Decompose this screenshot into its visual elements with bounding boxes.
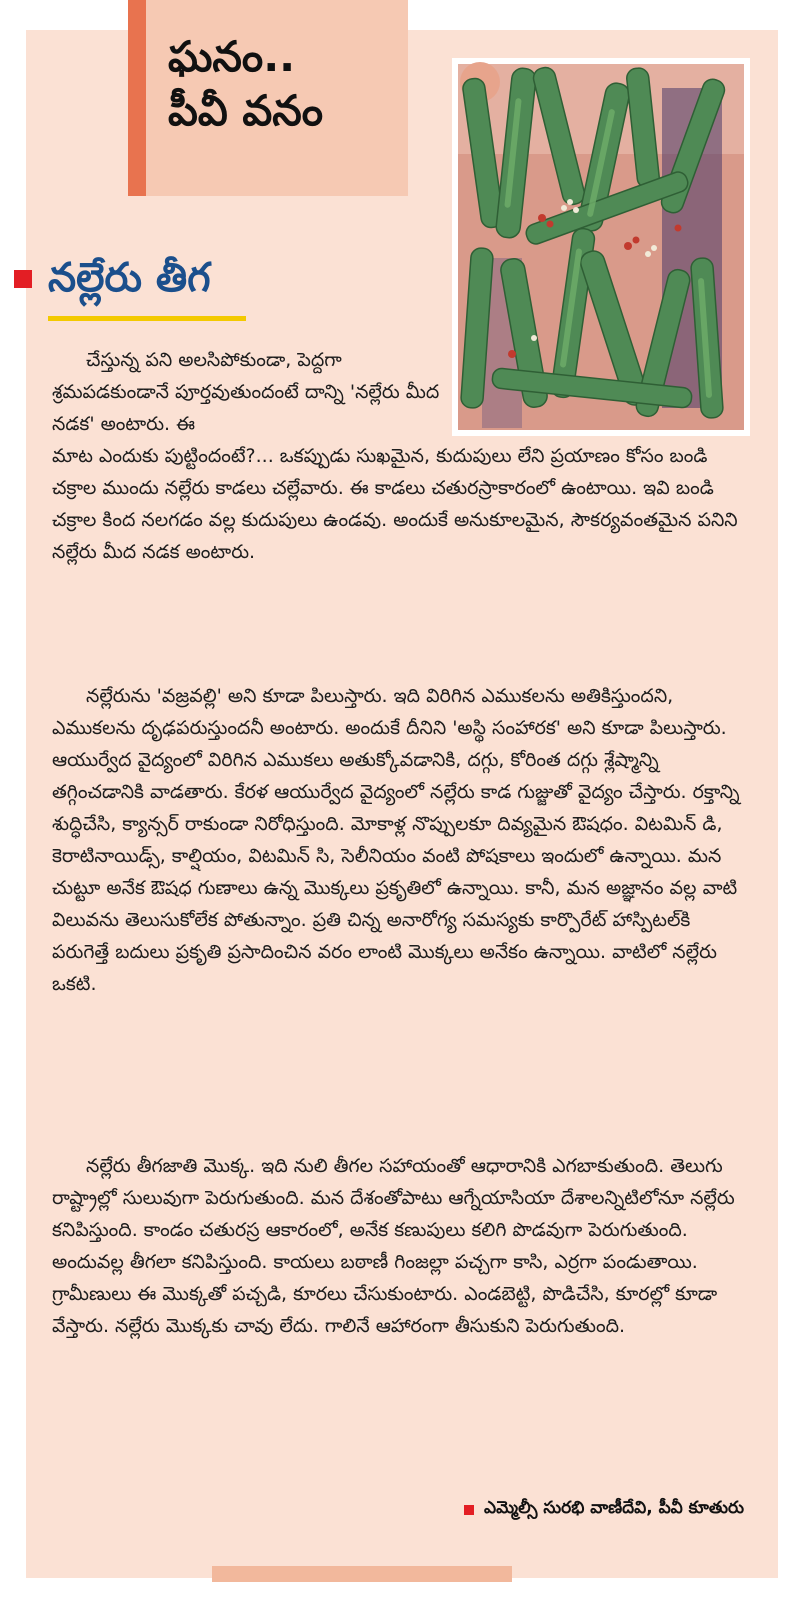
heading-underline bbox=[48, 316, 246, 321]
paragraph-1-continued: మాట ఎందుకు పుట్టిందంటే?... ఒకప్పుడు సుఖమైన, కుదుపులు లేని ప్రయాణం కోసం బండి చక్రాల ముందు నల్లేరు కాడలు చల్లేవారు. ఈ కాడలు చతురస్రాకారంలో ఉంటాయి. ఇవి బండి చక్రాల కింద నలగడం వల్ల కుదుపులు ఉండవు. అందుకే అనుకూలమైన, సౌకర్యవంతమైన పనిని నల్లేరు మీద నడక అంటారు. bbox=[52, 445, 738, 563]
byline bbox=[464, 1498, 744, 1522]
paragraph-1-intro: చేస్తున్న పని అలసిపోకుండా, పెద్దగా శ్రమపడకుండానే పూర్తవుతుందంటే దాన్ని 'నల్లేరు మీద నడక' అంటారు. ఈ bbox=[52, 349, 440, 435]
masthead-title-line1: ఘనం.. bbox=[168, 32, 296, 81]
plant-photo bbox=[452, 58, 750, 436]
masthead-accent-bar bbox=[128, 0, 146, 196]
paragraph-2: నల్లేరును 'వజ్రవల్లి' అని కూడా పిలుస్తారు. ఇది విరిగిన ఎముకలను అతికిస్తుందని, ఎముకలను దృఢపరుస్తుందనీ అంటారు. అందుకే దీనిని 'అస్థి సంహారక' అని కూడా పిలుస్తారు. ఆయుర్వేద వైద్యంలో విరిగిన ఎముకలు అతుక్కోవడానికి, దగ్గు, కోరింత దగ్గు శ్లేష్మాన్ని తగ్గించడానికి వాడతారు. కేరళ ఆయుర్వేద వైద్యంలో నల్లేరు కాడ గుజ్జుతో వైద్యం చేస్తారు. రక్తాన్ని శుద్ధిచేసి, క్యాన్సర్ రాకుండా నిరోధిస్తుంది. మోకాళ్ల నొప్పులకూ దివ్యమైన ఔషధం. విటమిన్ డి, కెరాటినాయిడ్స్, కాల్షియం, విటమిన్ సి, సెలీనియం వంటి పోషకాలు ఇందులో ఉన్నాయి. మన చుట్టూ అనేక ఔషధ గుణాలు ఉన్న మొక్కలు ప్రకృతిలో ఉన్నాయి. కానీ, మన అజ్ఞానం వల్ల వాటి విలువను తెలుసుకోలేక పోతున్నాం. ప్రతి చిన్న అనారోగ్య సమస్యకు కార్పొరేట్ హాస్పిటల్‌కి పరుగెత్తే బదులు ప్రకృతి ప్రసాదించిన వరం లాంటి మొక్కలు అనేకం ఉన్నాయి. వాటిలో నల్లేరు ఒకటి. bbox=[52, 685, 740, 995]
paragraph-3: నల్లేరు తీగజాతి మొక్క. ఇది నులి తీగల సహాయంతో ఆధారానికి ఎగబాకుతుంది. తెలుగు రాష్ట్రాల్లో సులువుగా పెరుగుతుంది. మన దేశంతోపాటు ఆగ్నేయాసియా దేశాలన్నిటిలోనూ నల్లేరు కనిపిస్తుంది. కాండం చతురస్ర ఆకారంలో, అనేక కణుపులు కలిగి పొడవుగా పెరుగుతుంది. అందువల్ల తీగలా కనిపిస్తుంది. కాయలు బఠాణీ గింజల్లా పచ్చగా కాసి, ఎర్రగా పండుతాయి. గ్రామీణులు ఈ మొక్కతో పచ్చడి, కూరలు చేసుకుంటారు. ఎండబెట్టి, పొడిచేసి, కూరల్లో కూడా వేస్తారు. నల్లేరు మొక్కకు చావు లేదు. గాలినే ఆహారంగా తీసుకుని పెరుగుతుంది. bbox=[52, 1155, 735, 1337]
byline-text: ఎమ్మెల్సీ సురభి వాణీదేవి, పీవీ కూతురు bbox=[484, 1498, 744, 1518]
footer-bar bbox=[212, 1566, 512, 1582]
byline-marker bbox=[464, 1505, 474, 1515]
masthead-title-line2: పీవీ వనం bbox=[168, 86, 323, 135]
section-heading: నల్లేరు తీగ bbox=[48, 255, 211, 301]
section-marker bbox=[14, 270, 32, 288]
masthead-title bbox=[168, 30, 398, 138]
